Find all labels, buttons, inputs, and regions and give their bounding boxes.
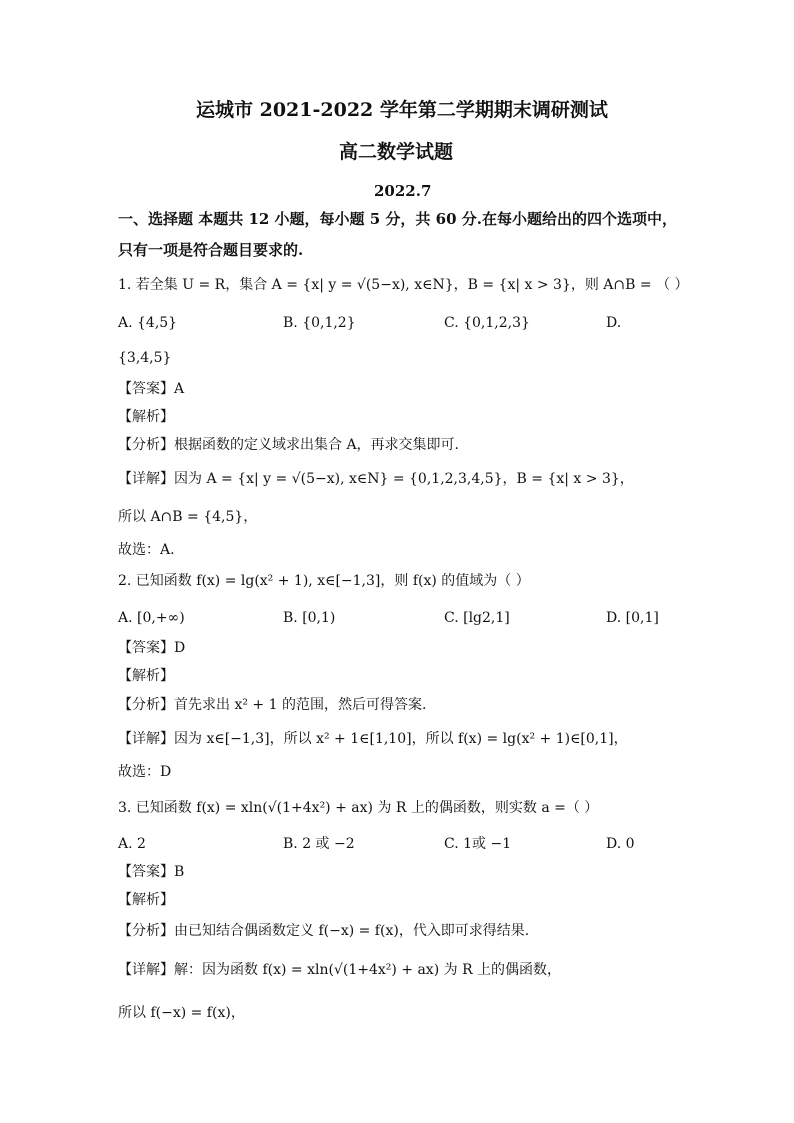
question-3-analysis-title: 【解析】 [118, 892, 174, 908]
question-1-option-d: D. [606, 315, 622, 331]
question-3-detail-2: 所以 f(−x) = f(x)， [118, 1005, 245, 1021]
question-2-option-b: B. [0,1) [283, 610, 336, 626]
page-subtitle: 高二数学试题 [339, 141, 454, 163]
question-3-stem: 3. 已知函数 f(x) = xln(√(1+4x²) + ax) 为 R 上的偶函数，则实数 a =（ ） [118, 800, 599, 816]
question-3-option-c: C. 1或 −1 [444, 836, 512, 852]
question-1-analysis-title: 【解析】 [118, 409, 174, 425]
question-1-fenxi: 【分析】根据函数的定义域求出集合 A，再求交集即可. [118, 437, 460, 453]
question-1-conclusion: 故选：A. [118, 542, 175, 558]
question-1-detail-1: 【详解】因为 A = {x| y = √(5−x), x∈N} = {0,1,2,3,4,5}，B = {x| x > 3}， [118, 471, 634, 487]
question-2-answer: 【答案】D [118, 640, 186, 656]
question-3-option-b: B. 2 或 −2 [283, 836, 355, 852]
question-2-fenxi: 【分析】首先求出 x² + 1 的范围，然后可得答案. [118, 697, 427, 713]
question-1-stem: 1. 若全集 U = R，集合 A = {x| y = √(5−x), x∈N}，B = {x| x > 3}，则 A∩B = （ ） [118, 277, 689, 293]
question-3-answer: 【答案】B [118, 864, 185, 880]
question-3-fenxi: 【分析】由已知结合偶函数定义 f(−x) = f(x)，代入即可求得结果. [118, 923, 530, 939]
question-1-answer: 【答案】A [118, 381, 185, 397]
section-heading-line2: 只有一项是符合题目要求的. [118, 241, 304, 259]
question-3-option-d: D. 0 [606, 836, 635, 852]
page-title: 运城市 2021-2022 学年第二学期期末调研测试 [196, 99, 608, 121]
question-2-stem: 2. 已知函数 f(x) = lg(x² + 1), x∈[−1,3]，则 f(x) 的值域为（ ） [118, 573, 530, 589]
exam-date: 2022.7 [374, 182, 432, 200]
question-2-detail-1: 【详解】因为 x∈[−1,3]，所以 x² + 1∈[1,10]，所以 f(x) = lg(x² + 1)∈[0,1]， [118, 731, 628, 747]
question-1-option-c: C. {0,1,2,3} [444, 315, 530, 331]
question-3-detail-1: 【详解】解：因为函数 f(x) = xln(√(1+4x²) + ax) 为 R 上的偶函数， [118, 962, 562, 978]
section-heading-line1: 一、选择题 本题共 12 小题，每小题 5 分，共 60 分.在每小题给出的四个选项中， [118, 210, 677, 228]
question-2-option-c: C. [lg2,1] [444, 610, 510, 626]
question-1-option-d-value: {3,4,5} [118, 350, 172, 366]
question-1-detail-2: 所以 A∩B = {4,5}， [118, 509, 258, 525]
question-2-option-a: A. [0,+∞) [118, 610, 185, 626]
question-1-option-a: A. {4,5} [118, 315, 178, 331]
question-2-analysis-title: 【解析】 [118, 668, 174, 684]
question-2-conclusion: 故选：D [118, 764, 172, 780]
question-2-option-d: D. [0,1] [606, 610, 659, 626]
question-3-option-a: A. 2 [118, 836, 146, 852]
question-1-option-b: B. {0,1,2} [283, 315, 356, 331]
